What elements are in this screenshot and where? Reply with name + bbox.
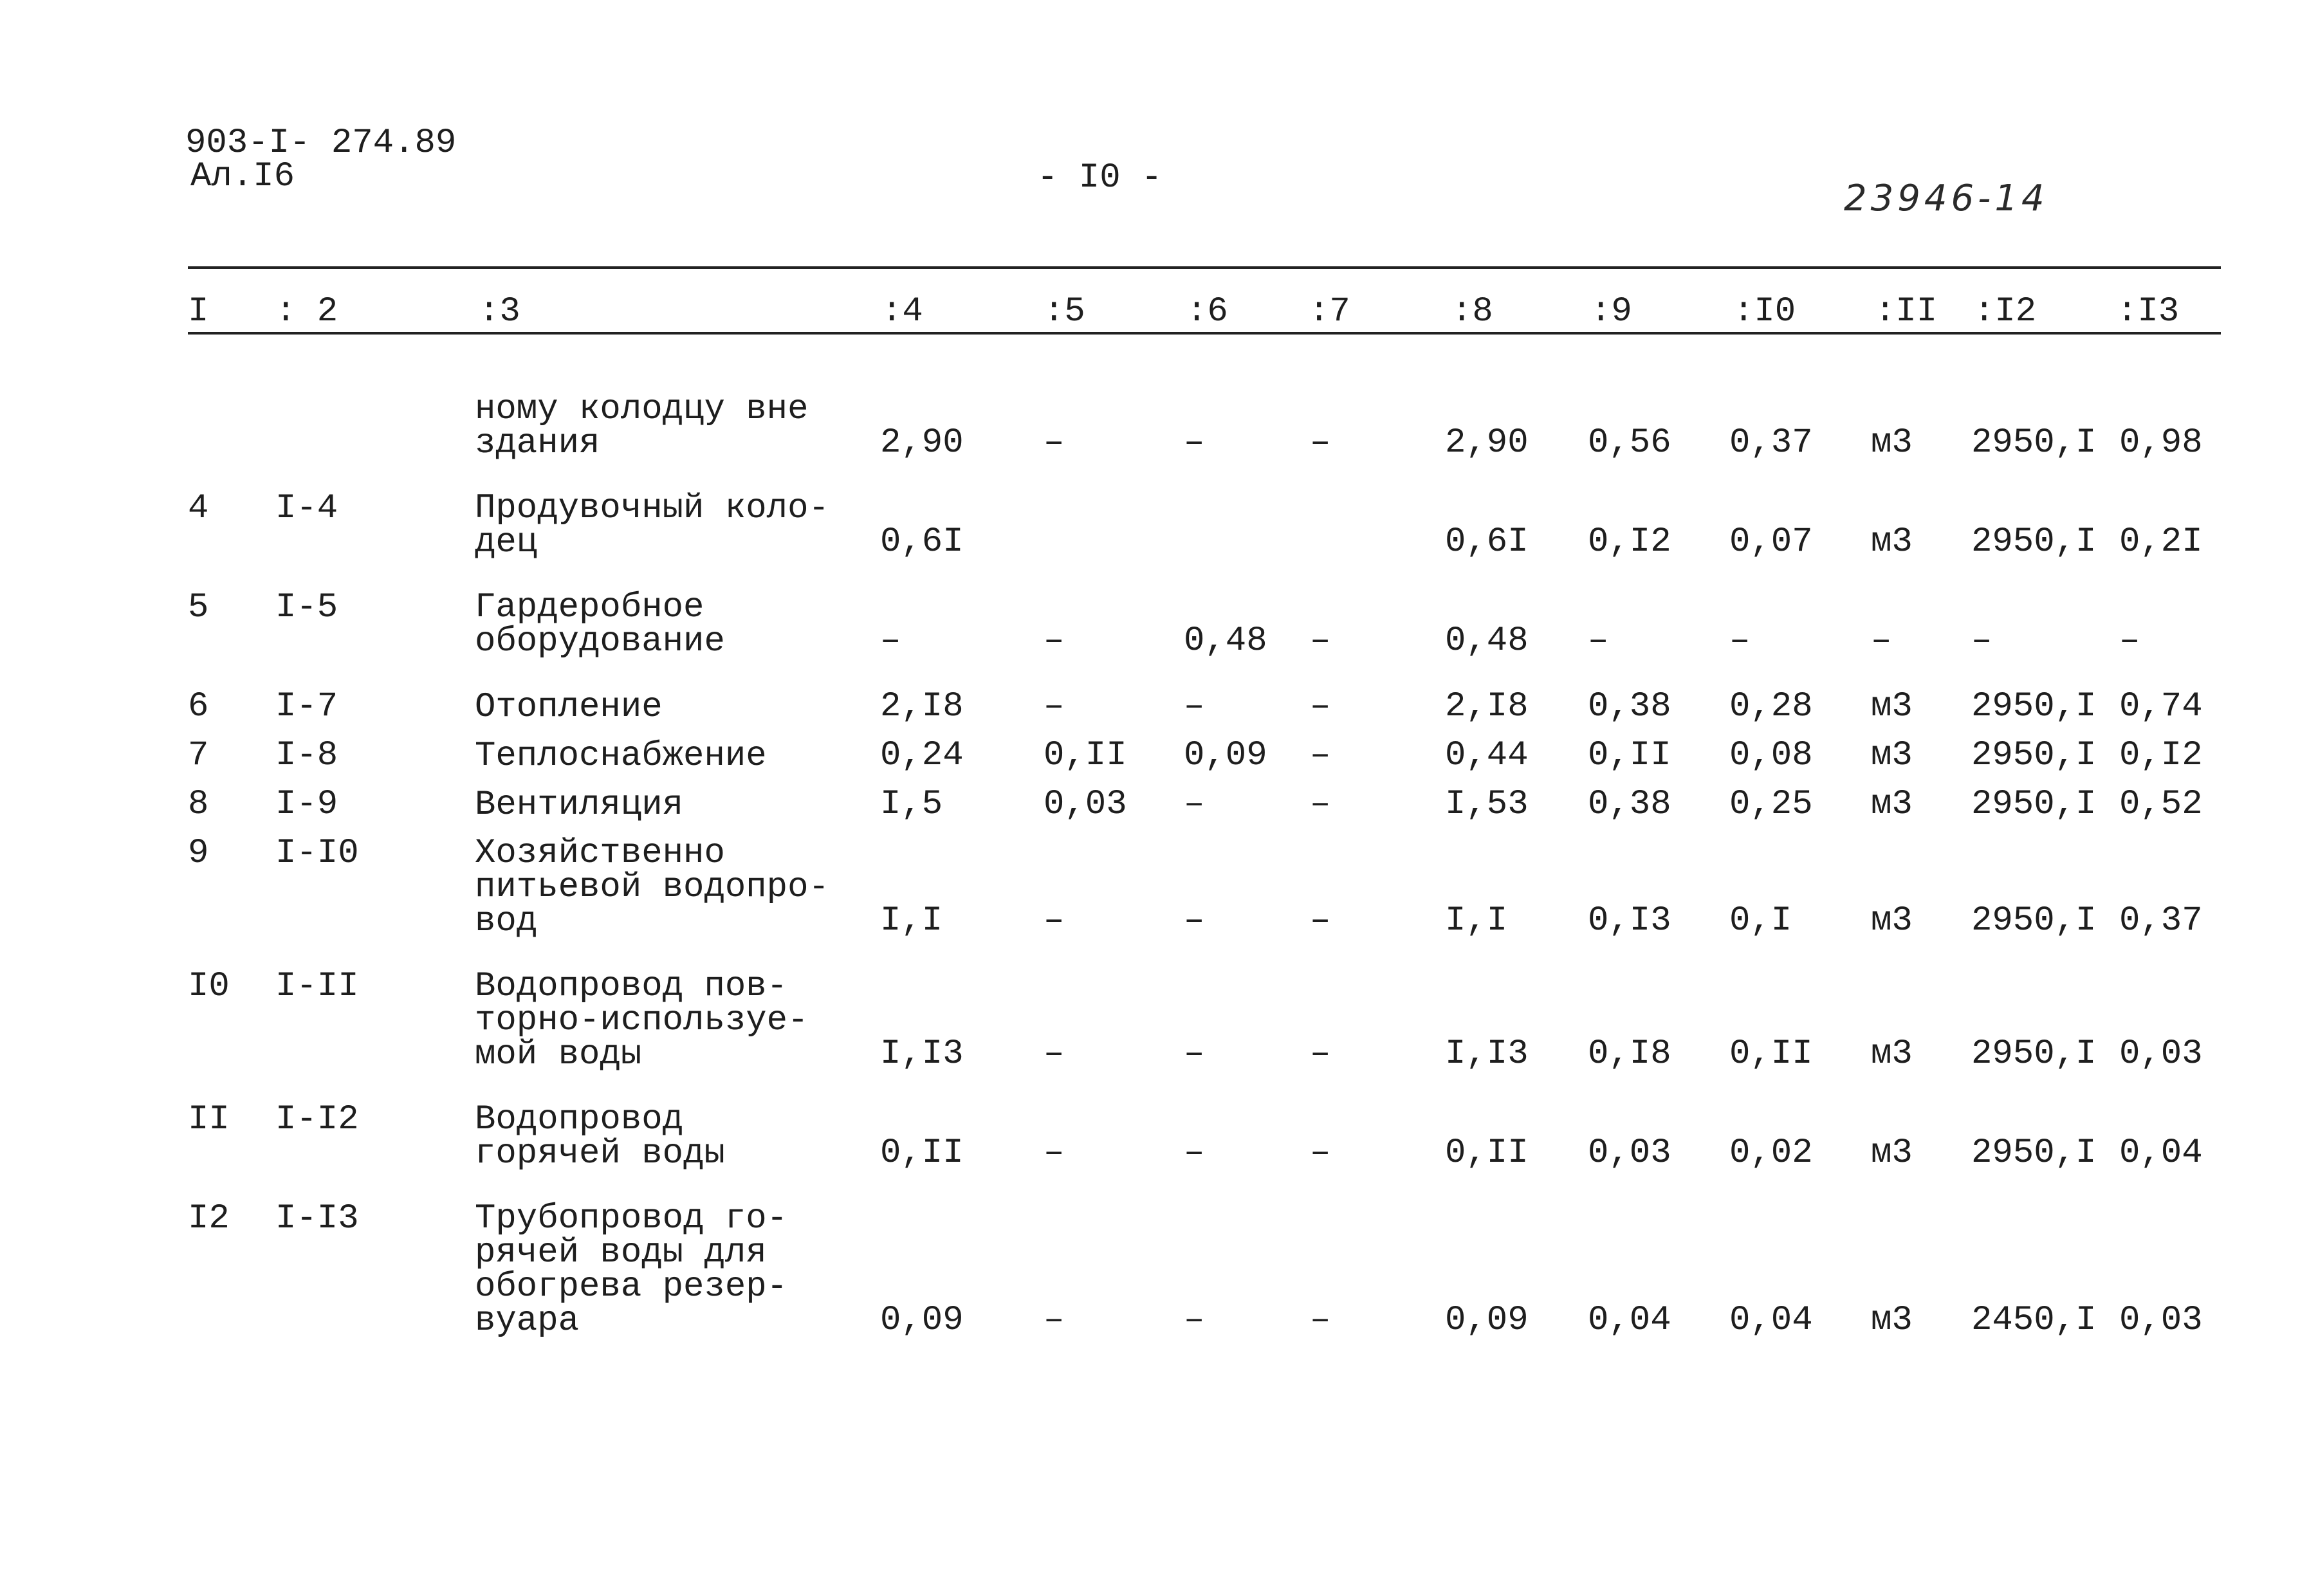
table-row	[188, 1072, 2227, 1171]
document-code: 903-I- 274.89	[185, 124, 457, 163]
col5-value: –	[1044, 1133, 1065, 1173]
table-row	[188, 461, 2227, 560]
row-name: Хозяйственно питьевой водопро- вод	[475, 834, 829, 941]
specification-table	[188, 390, 2227, 1341]
col4-value: 0,II	[880, 1133, 964, 1173]
column-header-3: :3	[479, 292, 520, 331]
col8-value: I,53	[1445, 785, 1529, 824]
row-code: I-I2	[275, 1100, 359, 1139]
row-code: I-4	[275, 489, 338, 528]
col4-value: 2,90	[880, 423, 964, 463]
col9-value: –	[1588, 621, 1609, 661]
col6-value: –	[1184, 1133, 1205, 1173]
column-header-1: I	[188, 292, 209, 331]
col6-value: –	[1184, 901, 1205, 940]
col13-value: 0,04	[2119, 1133, 2203, 1173]
col4-value: 0,09	[880, 1301, 964, 1340]
col9-value: 0,38	[1588, 687, 1671, 726]
col8-value: I,I	[1445, 901, 1508, 940]
col6-value: –	[1184, 1034, 1205, 1074]
col10-value: 0,07	[1729, 522, 1813, 562]
col10-value: 0,II	[1729, 1034, 1813, 1074]
col9-value: 0,I8	[1588, 1034, 1671, 1074]
col10-value: 0,28	[1729, 687, 1813, 726]
sheet-label: Ал.I6	[190, 157, 295, 196]
row-code	[275, 392, 475, 461]
col8-value: 0,44	[1445, 736, 1529, 775]
row-code: I-8	[275, 736, 338, 775]
col12-value: 2950,I	[1971, 1133, 2097, 1173]
col8-value: 0,09	[1445, 1301, 1529, 1340]
row-name: Водопровод горячей воды	[475, 1100, 725, 1173]
row-code: I-II	[275, 967, 359, 1006]
col11-unit: м3	[1871, 785, 1913, 824]
col5-value: –	[1044, 423, 1065, 463]
handwritten-number: 23946-14	[1844, 178, 2048, 219]
col13-value: 0,37	[2119, 901, 2203, 940]
col12-value: 2450,I	[1971, 1301, 2097, 1340]
col10-value: 0,08	[1729, 736, 1813, 775]
col13-value: 0,52	[2119, 785, 2203, 824]
col4-value: I,I3	[880, 1034, 964, 1074]
row-number: II	[188, 1100, 230, 1139]
col7-value	[1310, 461, 1445, 560]
column-header-12: :I2	[1974, 292, 2037, 331]
col9-value: 0,II	[1588, 736, 1671, 775]
header-rule-top	[188, 266, 2221, 269]
col12-value: 2950,I	[1971, 736, 2097, 775]
col10-value: 0,37	[1729, 423, 1813, 463]
col7-value: –	[1310, 901, 1331, 940]
col13-value: 0,I2	[2119, 736, 2203, 775]
row-name: Отопление	[475, 688, 663, 727]
col7-value: –	[1310, 785, 1331, 824]
col4-value: I,I	[880, 901, 943, 940]
col5-value: –	[1044, 901, 1065, 940]
page-number: - I0 -	[1037, 158, 1163, 197]
col13-value: 0,98	[2119, 423, 2203, 463]
row-number: I0	[188, 967, 230, 1006]
col5-value: –	[1044, 621, 1065, 661]
table-row	[188, 773, 2227, 822]
col11-unit: м3	[1871, 687, 1913, 726]
col5-value: –	[1044, 1034, 1065, 1074]
col13-value: 0,03	[2119, 1034, 2203, 1074]
col9-value: 0,I3	[1588, 901, 1671, 940]
row-code: I-I0	[275, 834, 359, 873]
col5-value: 0,II	[1044, 736, 1127, 775]
col7-value: –	[1310, 1034, 1331, 1074]
row-number: 8	[188, 785, 209, 824]
column-header-13: :I3	[2117, 292, 2180, 331]
col7-value: –	[1310, 736, 1331, 775]
col4-value: –	[880, 621, 901, 661]
row-number: 4	[188, 489, 209, 528]
col7-value: –	[1310, 621, 1331, 661]
column-header-2: : 2	[275, 292, 338, 331]
column-header-7: :7	[1309, 292, 1350, 331]
row-number: 7	[188, 736, 209, 775]
col13-value: 0,03	[2119, 1301, 2203, 1340]
col6-value	[1184, 461, 1310, 560]
col13-value: 0,2I	[2119, 522, 2203, 562]
col7-value: –	[1310, 687, 1331, 726]
column-header-9: :9	[1590, 292, 1632, 331]
col8-value: 2,90	[1445, 423, 1529, 463]
col12-value: –	[1971, 621, 1992, 661]
col12-value: 2950,I	[1971, 687, 2097, 726]
col10-value: –	[1729, 621, 1751, 661]
col4-value: 0,24	[880, 736, 964, 775]
row-number: I2	[188, 1199, 230, 1238]
header-rule-bottom	[188, 332, 2221, 335]
table-row	[188, 560, 2227, 659]
row-name: Гардеробное оборудование	[475, 588, 725, 661]
row-code: I-I3	[275, 1199, 359, 1238]
col11-unit: м3	[1871, 1133, 1913, 1173]
col9-value: 0,I2	[1588, 522, 1671, 562]
row-number: 5	[188, 588, 209, 627]
row-number	[188, 392, 275, 461]
col8-value: 0,6I	[1445, 522, 1529, 562]
col7-value: –	[1310, 1301, 1331, 1340]
col4-value: 2,I8	[880, 687, 964, 726]
col12-value: 2950,I	[1971, 522, 2097, 562]
col11-unit: м3	[1871, 1301, 1913, 1340]
row-name: Продувочный коло- дец	[475, 489, 829, 562]
column-header-8: :8	[1451, 292, 1493, 331]
row-name: Вентиляция	[475, 785, 684, 825]
col5-value	[1044, 461, 1184, 560]
table-row	[188, 659, 2227, 724]
table-row	[188, 392, 2227, 461]
col4-value: 0,6I	[880, 522, 964, 562]
row-code: I-5	[275, 588, 338, 627]
col11-unit: м3	[1871, 423, 1913, 463]
col10-value: 0,02	[1729, 1133, 1813, 1173]
col10-value: 0,25	[1729, 785, 1813, 824]
table-row	[188, 939, 2227, 1072]
col11-unit: м3	[1871, 1034, 1913, 1074]
row-code: I-9	[275, 785, 338, 824]
row-number: 9	[188, 834, 209, 873]
column-header-10: :I0	[1733, 292, 1796, 331]
col6-value: –	[1184, 687, 1205, 726]
col12-value: 2950,I	[1971, 423, 2097, 463]
col11-unit: м3	[1871, 901, 1913, 940]
col13-value: 0,74	[2119, 687, 2203, 726]
col10-value: 0,I	[1729, 901, 1792, 940]
col6-value: –	[1184, 785, 1205, 824]
column-header-5: :5	[1044, 292, 1085, 331]
row-name: Трубопровод го- рячей воды для обогрева резер- вуара	[475, 1199, 788, 1341]
col6-value: 0,09	[1184, 736, 1267, 775]
col12-value: 2950,I	[1971, 785, 2097, 824]
col4-value: I,5	[880, 785, 943, 824]
table-row	[188, 1171, 2227, 1338]
col6-value: –	[1184, 423, 1205, 463]
col5-value: –	[1044, 1301, 1065, 1340]
col7-value: –	[1310, 1133, 1331, 1173]
table-row	[188, 724, 2227, 773]
row-number: 6	[188, 687, 209, 726]
col8-value: I,I3	[1445, 1034, 1529, 1074]
col9-value: 0,04	[1588, 1301, 1671, 1340]
col8-value: 0,II	[1445, 1133, 1529, 1173]
row-name: ному колодцу вне здания	[475, 390, 809, 463]
col6-value: 0,48	[1184, 621, 1267, 661]
column-header-11: :II	[1875, 292, 1938, 331]
row-name: Водопровод пов- торно-используе- мой воды	[475, 967, 809, 1074]
col11-unit: м3	[1871, 522, 1913, 562]
col9-value: 0,38	[1588, 785, 1671, 824]
col6-value: –	[1184, 1301, 1205, 1340]
col12-value: 2950,I	[1971, 901, 2097, 940]
row-code: I-7	[275, 687, 338, 726]
col13-value: –	[2119, 621, 2140, 661]
col8-value: 2,I8	[1445, 687, 1529, 726]
col12-value: 2950,I	[1971, 1034, 2097, 1074]
col5-value: –	[1044, 687, 1065, 726]
col11-unit: м3	[1871, 736, 1913, 775]
col5-value: 0,03	[1044, 785, 1127, 824]
col9-value: 0,56	[1588, 423, 1671, 463]
col11-unit: –	[1871, 621, 1892, 661]
column-header-4: :4	[881, 292, 923, 331]
col9-value: 0,03	[1588, 1133, 1671, 1173]
table-row	[188, 822, 2227, 939]
column-header-6: :6	[1186, 292, 1228, 331]
row-name: Теплоснабжение	[475, 737, 767, 776]
col8-value: 0,48	[1445, 621, 1529, 661]
col10-value: 0,04	[1729, 1301, 1813, 1340]
col7-value: –	[1310, 423, 1331, 463]
